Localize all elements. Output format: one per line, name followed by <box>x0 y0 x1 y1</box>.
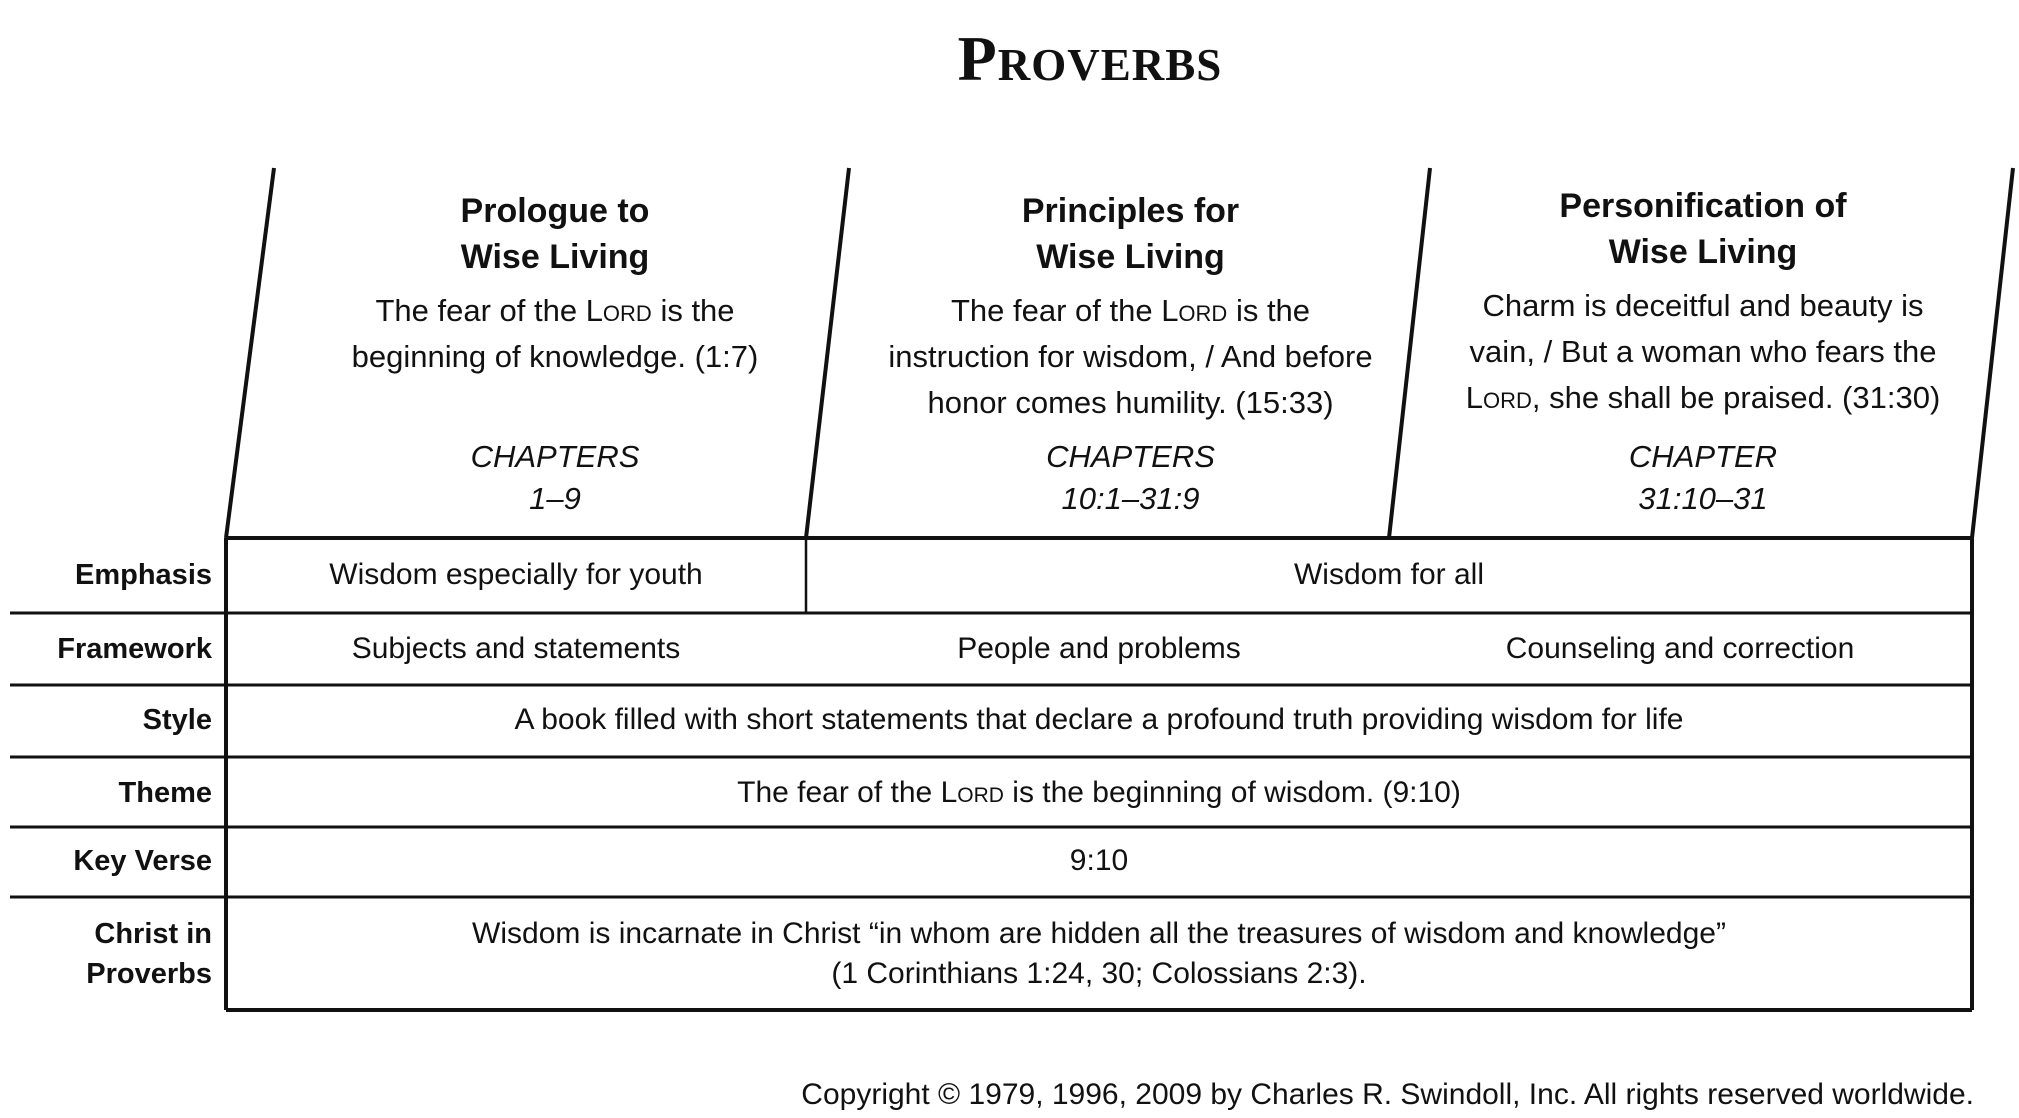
christ-cell: Wisdom is incarnate in Christ “in whom are hidden all the treasures of wisdom and knowledge” (1 Corinthians 1:24, 30; Colossians 2:3). <box>472 917 1726 990</box>
row-label-key-verse: Key Verse <box>73 845 212 877</box>
emphasis-cell-all: Wisdom for all <box>1293 558 1485 591</box>
theme-cell: The fear of the Lord is the beginning of wisdom. (9:10) <box>737 776 1461 809</box>
style-cell: A book filled with short statements that declare a profound truth providing wisdom for life <box>514 703 1684 736</box>
framework-cell-people: People and problems <box>957 632 1241 665</box>
divider-line-1 <box>226 168 274 538</box>
framework-cell-subjects: Subjects and statements <box>351 632 681 665</box>
row-label-theme: Theme <box>118 777 212 809</box>
section-prologue <box>290 188 820 528</box>
copyright-notice: Copyright © 1979, 1996, 2009 by Charles R. Swindoll, Inc. All rights reserved worldwide. <box>801 1078 1974 1111</box>
emphasis-cell-youth: Wisdom especially for youth <box>329 558 703 591</box>
section-verse: The fear of the Lord is the beginning of knowledge. (1:7) <box>351 293 759 374</box>
section-chapters: CHAPTERS 10:1–31:9 <box>1046 439 1215 516</box>
page-title: Proverbs <box>957 23 1223 94</box>
framework-cell-counseling: Counseling and correction <box>1505 632 1855 665</box>
section-personification <box>1428 183 1978 528</box>
row-label-style: Style <box>142 704 212 736</box>
row-label-framework: Framework <box>57 633 212 665</box>
section-heading: Personification of Wise Living <box>1559 187 1847 271</box>
section-principles <box>848 188 1413 528</box>
section-chapters: CHAPTER 31:10–31 <box>1628 439 1778 516</box>
row-label-christ: Christ in Proverbs <box>86 918 212 990</box>
section-verse: The fear of the Lord is the instruction for wisdom, / And before honor comes humility. (15:33) <box>888 293 1373 420</box>
key-verse-cell: 9:10 <box>1069 844 1129 877</box>
row-label-emphasis: Emphasis <box>75 559 212 591</box>
section-heading: Prologue to Wise Living <box>460 192 650 276</box>
section-verse: Charm is deceitful and beauty is vain, / But a woman who fears the Lord, she shall be praised. (31:30) <box>1465 288 1941 415</box>
divider-line-4 <box>1972 168 2013 538</box>
section-heading: Principles for Wise Living <box>1021 192 1240 276</box>
section-chapters: CHAPTERS 1–9 <box>470 439 640 516</box>
